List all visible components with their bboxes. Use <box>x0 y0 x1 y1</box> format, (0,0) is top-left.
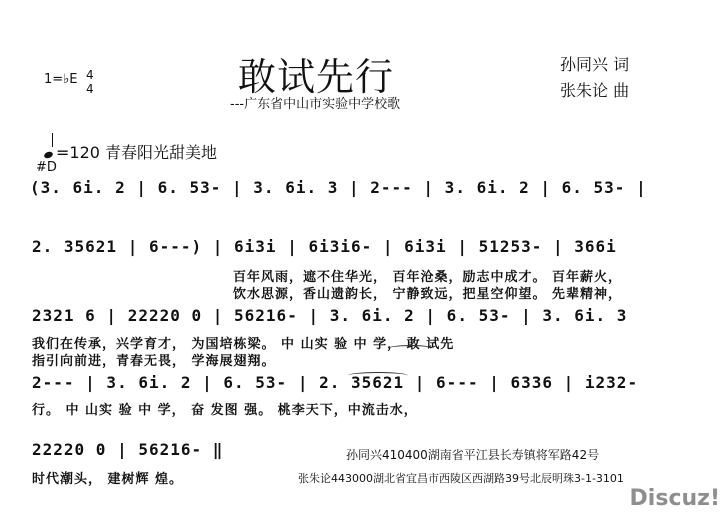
tempo-marking <box>44 140 217 163</box>
time-signature <box>86 68 94 96</box>
lyric-line-5a: 时代潮头， 建树辉 煌。 <box>32 472 184 487</box>
lyric-line-3b: 指引向前进，青春无畏， 学海展翅翔。 <box>32 354 276 369</box>
lyric-line-2b: 饮水思源，香山遗韵长， 宁静致远，把星空仰望。 先辈精神， <box>233 287 623 302</box>
score-line-3: 2321 6 | 22220 0 | 56216- | 3. 6i. 2 | 6. 53- | 3. 6i. 3 <box>32 306 628 325</box>
score-line-1: (3. 6i. 2 | 6. 53- | 3. 6i. 3 | 2--- | 3. 6i. 2 | 6. 53- | <box>30 178 647 197</box>
score-line-2: 2. 35621 | 6---) | 6i3i | 6i3i6- | 6i3i | 51253- | 366i <box>32 237 617 256</box>
section-mark: #D <box>36 160 57 175</box>
watermark: Discuz! <box>629 486 720 511</box>
time-top: 4 <box>86 68 94 82</box>
score-line-4: 2--- | 3. 6i. 2 | 6. 53- | 2. 35621 | 6--- | 6336 | i232- <box>32 373 639 392</box>
time-bottom: 4 <box>86 82 94 96</box>
address-composer: 张朱论443000湖北省宜昌市西陵区西湖路39号北辰明珠3-1-3101 <box>298 472 624 485</box>
lyric-line-4a: 行。 中 山实 验 中 学， 奋 发图 强。 桃李天下，中流击水， <box>32 403 418 418</box>
score-line-5: 22220 0 | 56216- ‖ <box>32 440 224 459</box>
address-lyricist: 孙同兴410400湖南省平江县长寿镇将军路42号 <box>346 448 600 462</box>
page-title: 敢试先行 <box>238 55 395 99</box>
lyric-line-3a: 我们在传承，兴学育才， 为国培栋梁。 中 山实 验 中 学， 敢 试先 <box>32 337 455 352</box>
slur-arc <box>388 345 434 352</box>
tempo-text: =120 青春阳光甜美地 <box>56 143 218 162</box>
lyricist-credit: 孙同兴 词 <box>560 55 630 74</box>
page-subtitle: ---广东省中山市实验中学校歌 <box>230 97 401 112</box>
composer-credit: 张朱论 曲 <box>560 81 630 100</box>
key-signature: 1=♭E <box>44 72 78 87</box>
slur-arc <box>348 372 408 379</box>
lyric-line-2a: 百年风雨，遮不住华光， 百年沧桑，励志中成才。 百年薪火， <box>233 270 623 285</box>
